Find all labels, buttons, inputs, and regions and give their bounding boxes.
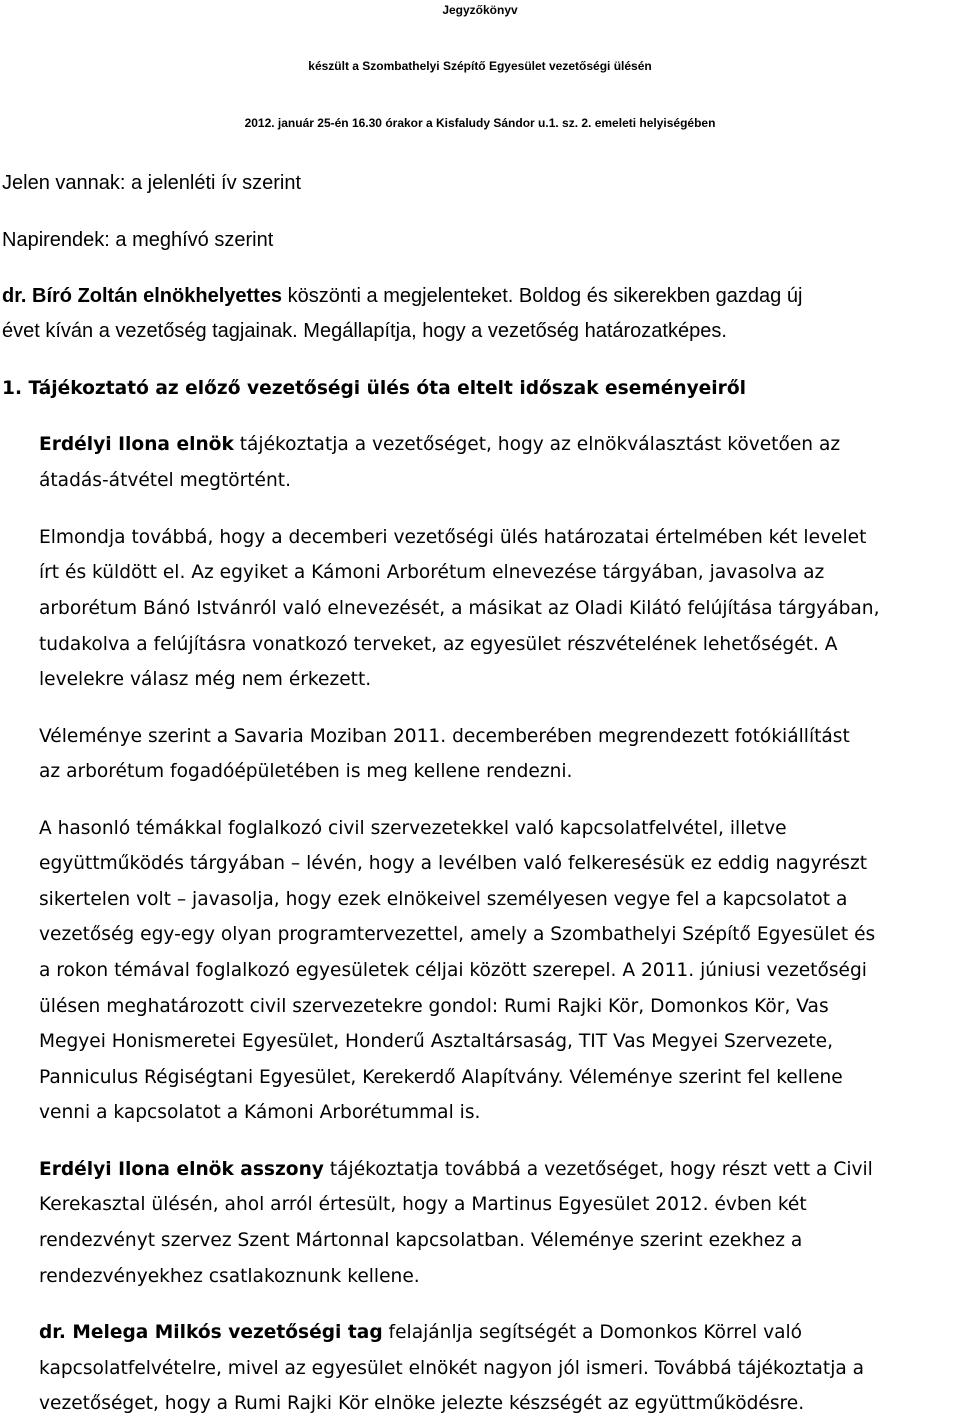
greeting-line-1 — [2, 286, 802, 306]
paragraph-4-line-4: vezetőség egy-egy olyan programtervezettel, amely a Szombathelyi Szépítő Egyesület és — [39, 924, 876, 945]
speaker-name: Erdélyi Ilona elnök asszony — [39, 1159, 324, 1180]
greeting-speaker: dr. Bíró Zoltán elnökhelyettes — [2, 285, 283, 307]
paragraph-5-line-1: Erdélyi Ilona elnök asszony tájékoztatja továbbá a vezetőséget, hogy részt vett a Civil — [39, 1159, 873, 1180]
paragraph-2-line-2: írt és küldött el. Az egyiket a Kámoni Arborétum elnevezése tárgyában, javasolva az — [39, 562, 825, 583]
speaker-name: dr. Melega Milkós vezetőségi tag — [39, 1322, 383, 1343]
paragraph-2-line-5: levelekre válasz még nem érkezett. — [39, 669, 372, 690]
paragraph-1-line-2: átadás-átvétel megtörtént. — [39, 470, 291, 491]
paragraph-2-line-1: Elmondja továbbá, hogy a decemberi vezetőségi ülés határozatai értelmében két levelet — [39, 527, 867, 548]
paragraph-4-line-7: Megyei Honismeretei Egyesület, Honderű Asztaltársaság, TIT Vas Megyei Szervezete, — [39, 1031, 833, 1052]
speaker-name: Erdélyi Ilona elnök — [39, 434, 234, 455]
paragraph-2-line-4: tudakolva a felújításra vonatkozó terveket, az egyesület részvételének lehetőségét. A — [39, 634, 838, 655]
paragraph-4-line-8: Panniculus Régiségtani Egyesület, Kerekerdő Alapítvány. Véleménye szerint fel kellene — [39, 1067, 843, 1088]
paragraph-3-line-1: Véleménye szerint a Savaria Moziban 2011. decemberében megrendezett fotókiállítást — [39, 726, 850, 747]
paragraph-4-line-1: A hasonló témákkal foglalkozó civil szervezetekkel való kapcsolatfelvétel, illetve — [39, 818, 787, 839]
paragraph-2-line-3: arborétum Bánó Istvánról való elnevezését, a másikat az Oladi Kilátó felújítása tárgyában, — [39, 598, 880, 619]
paragraph-1-line-1: Erdélyi Ilona elnök tájékoztatja a vezetőséget, hogy az elnökválasztást követően az — [39, 434, 841, 455]
meeting-date-place: 2012. január 25-én 16.30 órakor a Kisfaludy Sándor u.1. sz. 2. emeleti helyiségében — [244, 116, 716, 130]
paragraph-6-line-1: dr. Melega Milkós vezetőségi tag felajánlja segítségét a Domonkos Körrel való — [39, 1322, 803, 1343]
paragraph-4-line-2: együttműködés tárgyában – lévén, hogy a levélben való felkeresésük ez eddig nagyrészt — [39, 853, 868, 874]
paragraph-3-line-2: az arborétum fogadóépületében is meg kellene rendezni. — [39, 761, 573, 782]
document-subtitle: készült a Szombathelyi Szépítő Egyesület vezetőségi ülésén — [308, 59, 652, 73]
agenda-line: Napirendek: a meghívó szerint — [2, 229, 274, 251]
greeting-line-2: évet kíván a vezetőség tagjainak. Megállapítja, hogy a vezetőség határozatképes. — [2, 320, 727, 342]
paragraph-4-line-3: sikertelen volt – javasolja, hogy ezek elnökeivel személyesen vegye fel a kapcsolatot a — [39, 889, 848, 910]
paragraph-6-line-3: vezetőséget, hogy a Rumi Rajki Kör elnöke jelezte készségét az együttműködésre. — [39, 1393, 805, 1414]
paragraph-6-line-2: kapcsolatfelvételre, mivel az egyesület elnökét nagyon jól ismeri. Továbbá tájékoztatja a — [39, 1358, 865, 1379]
paragraph-5-line-4: rendezvényekhez csatlakoznunk kellene. — [39, 1266, 420, 1287]
paragraph-5-line-2: Kerekasztal ülésén, ahol arról értesült, hogy a Martinus Egyesület 2012. évben két — [39, 1194, 807, 1215]
paragraph-5-line-3: rendezvényt szervez Szent Mártonnal kapcsolatban. Véleménye szerint ezekhez a — [39, 1230, 803, 1251]
paragraph-4-line-9: venni a kapcsolatot a Kámoni Arborétummal is. — [39, 1102, 481, 1123]
section-1-heading: 1. Tájékoztató az előző vezetőségi ülés óta eltelt időszak eseményeiről — [2, 378, 746, 399]
greeting-text: köszönti a megjelenteket. Boldog és sikerekben gazdag új — [282, 285, 803, 307]
paragraph-4-line-5: a rokon témával foglalkozó egyesületek céljai között szerepel. A 2011. júniusi vezetőségi — [39, 960, 867, 981]
present-line: Jelen vannak: a jelenléti ív szerint — [2, 172, 302, 194]
paragraph-4-line-6: ülésen meghatározott civil szervezetekre gondol: Rumi Rajki Kör, Domonkos Kör, Vas — [39, 996, 829, 1017]
document-title: Jegyzőkönyv — [442, 3, 518, 17]
